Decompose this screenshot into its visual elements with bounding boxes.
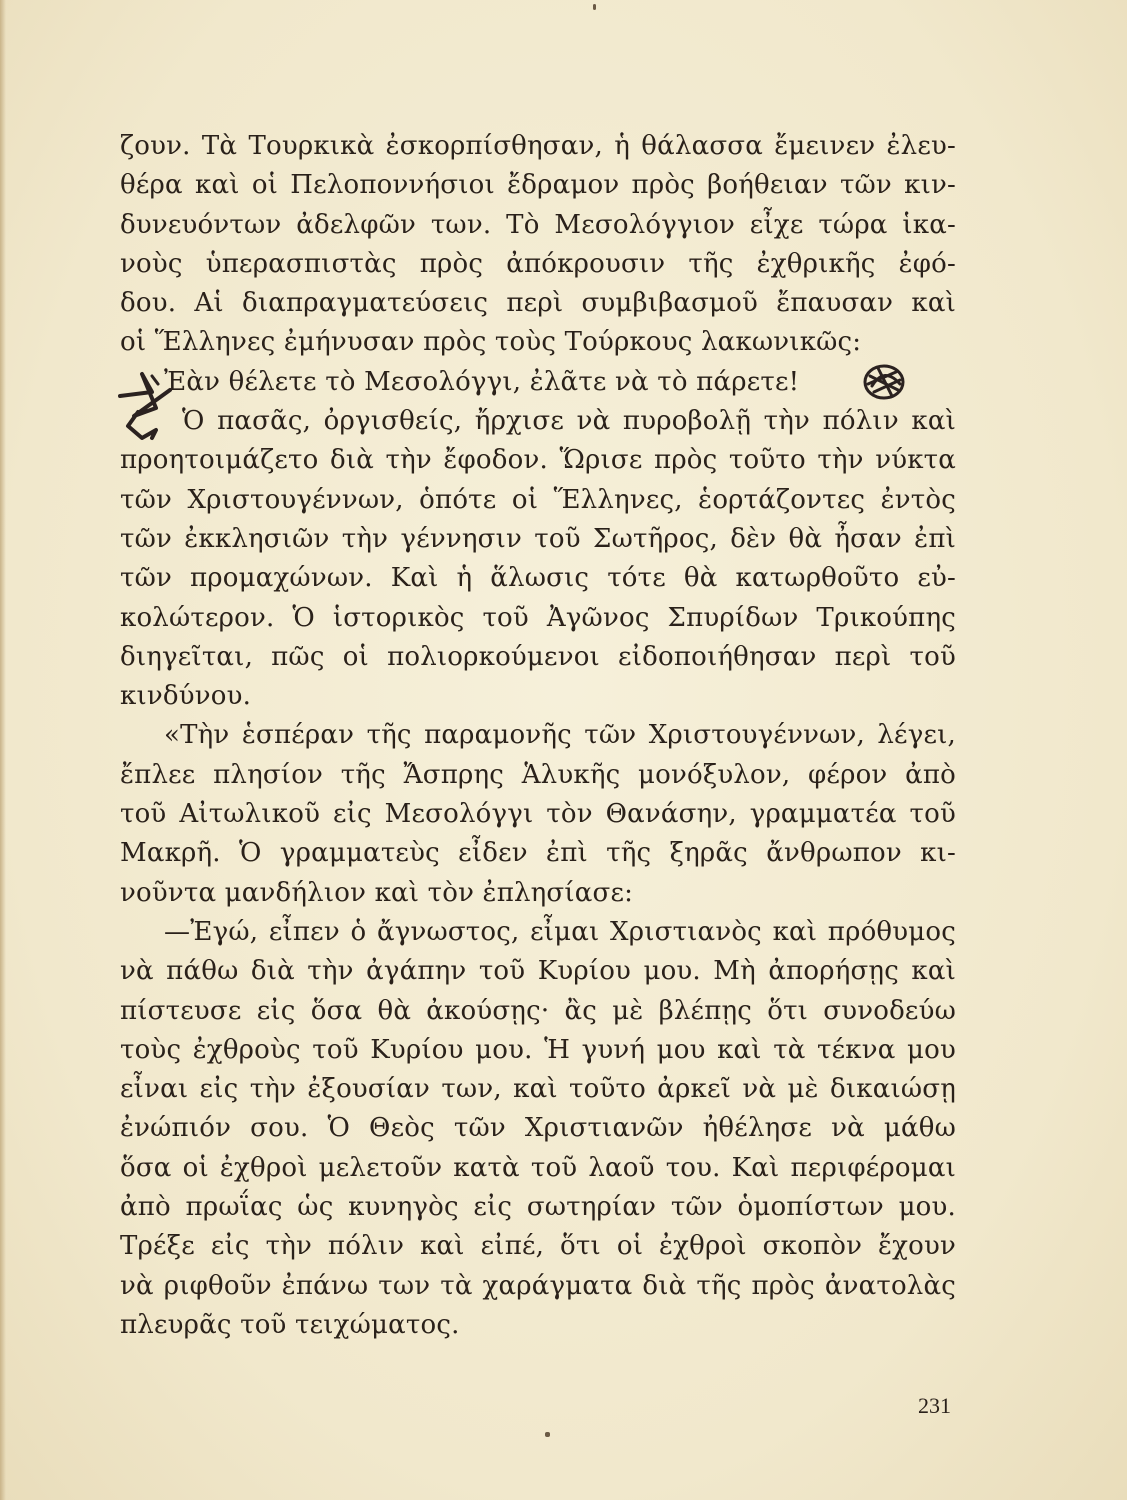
text-line-26: ἐνώπιόν σου. Ὁ Θεὸς τῶν Χριστιανῶν ἠθέλησε νὰ μάθω bbox=[120, 1113, 956, 1144]
handwritten-star-mark-icon bbox=[112, 368, 184, 446]
text-line-15: κινδύνου. bbox=[120, 681, 252, 712]
text-line-3: δυνευόντων ἀδελφῶν των. Τὸ Μεσολόγγιον εἶχε τώρα ἱκα- bbox=[120, 209, 956, 240]
paper-speck bbox=[545, 1432, 550, 1437]
paper-speck bbox=[593, 4, 596, 10]
text-line-31: πλευρᾶς τοῦ τειχώματος. bbox=[120, 1309, 460, 1340]
text-line-17: ἔπλεε πλησίον τῆς Ἄσπρης Ἁλυκῆς μονόξυλον, φέρον ἀπὸ bbox=[120, 759, 956, 790]
text-line-22: νὰ πάθω διὰ τὴν ἀγάπην τοῦ Κυρίου μου. Μὴ ἀπορήσῃς καὶ bbox=[120, 956, 956, 987]
text-line-28: ἀπὸ πρωΐας ὡς κυνηγὸς εἰς σωτηρίαν τῶν ὁμοπίστων μου. bbox=[120, 1192, 956, 1223]
text-line-1: ζουν. Τὰ Τουρκικὰ ἐσκορπίσθησαν, ἡ θάλασσα ἔμεινεν ἐλευ- bbox=[120, 131, 956, 161]
body-text bbox=[120, 127, 956, 1345]
page-edge-shadow bbox=[0, 0, 6, 1500]
text-line-6: οἱ Ἕλληνες ἐμήνυσαν πρὸς τοὺς Τούρκους λακωνικῶς: bbox=[120, 327, 862, 358]
text-line-29: Τρέξε εἰς τὴν πόλιν καὶ εἰπέ, ὅτι οἱ ἐχθροὶ σκοπὸν ἔχουν bbox=[120, 1231, 956, 1262]
text-line-7: Ἐὰν θέλετε τὸ Μεσολόγγι, ἐλᾶτε νὰ τὸ πάρετε! bbox=[164, 366, 800, 397]
text-line-19: Μακρῆ. Ὁ γραμματεὺς εἶδεν ἐπὶ τῆς ξηρᾶς ἄνθρωπον κι- bbox=[120, 838, 956, 869]
text-line-30: νὰ ριφθοῦν ἐπάνω των τὰ χαράγματα διὰ τῆς πρὸς ἀνατολὰς bbox=[120, 1270, 956, 1301]
text-line-21: —Ἐγώ, εἶπεν ὁ ἄγνωστος, εἶμαι Χριστιανὸς καὶ πρόθυμος bbox=[164, 916, 956, 947]
text-line-23: πίστευσε εἰς ὅσα θὰ ἀκούσῃς· ἂς μὲ βλέπῃς ὅτι συνοδεύω bbox=[120, 995, 956, 1026]
text-line-5: δου. Αἱ διαπραγματεύσεις περὶ συμβιβασμοῦ ἔπαυσαν καὶ bbox=[120, 288, 956, 319]
text-line-16: «Τὴν ἑσπέραν τῆς παραμονῆς τῶν Χριστουγέννων, λέγει, bbox=[164, 720, 956, 751]
text-line-2: θέρα καὶ οἱ Πελοποννήσιοι ἔδραμον πρὸς βοήθειαν τῶν κιν- bbox=[120, 170, 956, 201]
text-line-18: τοῦ Αἰτωλικοῦ εἰς Μεσολόγγι τὸν Θανάσην, γραμματέα τοῦ bbox=[120, 799, 956, 830]
text-line-14: διηγεῖται, πῶς οἱ πολιορκούμενοι εἰδοποιήθησαν περὶ τοῦ bbox=[120, 641, 956, 672]
text-line-4: νοὺς ὑπερασπιστὰς πρὸς ἀπόκρουσιν τῆς ἐχθρικῆς ἐφό- bbox=[120, 248, 956, 279]
handwritten-scribble-mark-icon bbox=[860, 362, 908, 402]
text-line-10: τῶν Χριστουγέννων, ὁπότε οἱ Ἕλληνες, ἑορτάζοντες ἐντὸς bbox=[120, 484, 956, 515]
text-line-11: τῶν ἐκκλησιῶν τὴν γέννησιν τοῦ Σωτῆρος, δὲν θὰ ἦσαν ἐπὶ bbox=[120, 523, 956, 554]
text-line-8: Ὁ πασᾶς, ὀργισθείς, ἤρχισε νὰ πυροβολῇ τὴν πόλιν καὶ bbox=[182, 406, 956, 437]
text-line-25: εἶναι εἰς τὴν ἐξουσίαν των, καὶ τοῦτο ἀρκεῖ νὰ μὲ δικαιώσῃ bbox=[120, 1074, 956, 1105]
text-line-9: προητοιμάζετο διὰ τὴν ἔφοδον. Ὥρισε πρὸς τοῦτο τὴν νύκτα bbox=[120, 445, 956, 476]
text-line-13: κολώτερον. Ὁ ἱστορικὸς τοῦ Ἀγῶνος Σπυρίδων Τρικούπης bbox=[120, 602, 956, 633]
text-line-27: ὅσα οἱ ἐχθροὶ μελετοῦν κατὰ τοῦ λαοῦ του. Καὶ περιφέρομαι bbox=[120, 1152, 956, 1183]
page-number: 231 bbox=[918, 1393, 951, 1418]
text-line-12: τῶν προμαχώνων. Καὶ ἡ ἅλωσις τότε θὰ κατωρθοῦτο εὐ- bbox=[120, 563, 956, 594]
text-line-24: τοὺς ἐχθροὺς τοῦ Κυρίου μου. Ἡ γυνή μου καὶ τὰ τέκνα μου bbox=[120, 1034, 956, 1065]
text-line-20: νοῦντα μανδήλιον καὶ τὸν ἐπλησίασε: bbox=[120, 877, 634, 908]
